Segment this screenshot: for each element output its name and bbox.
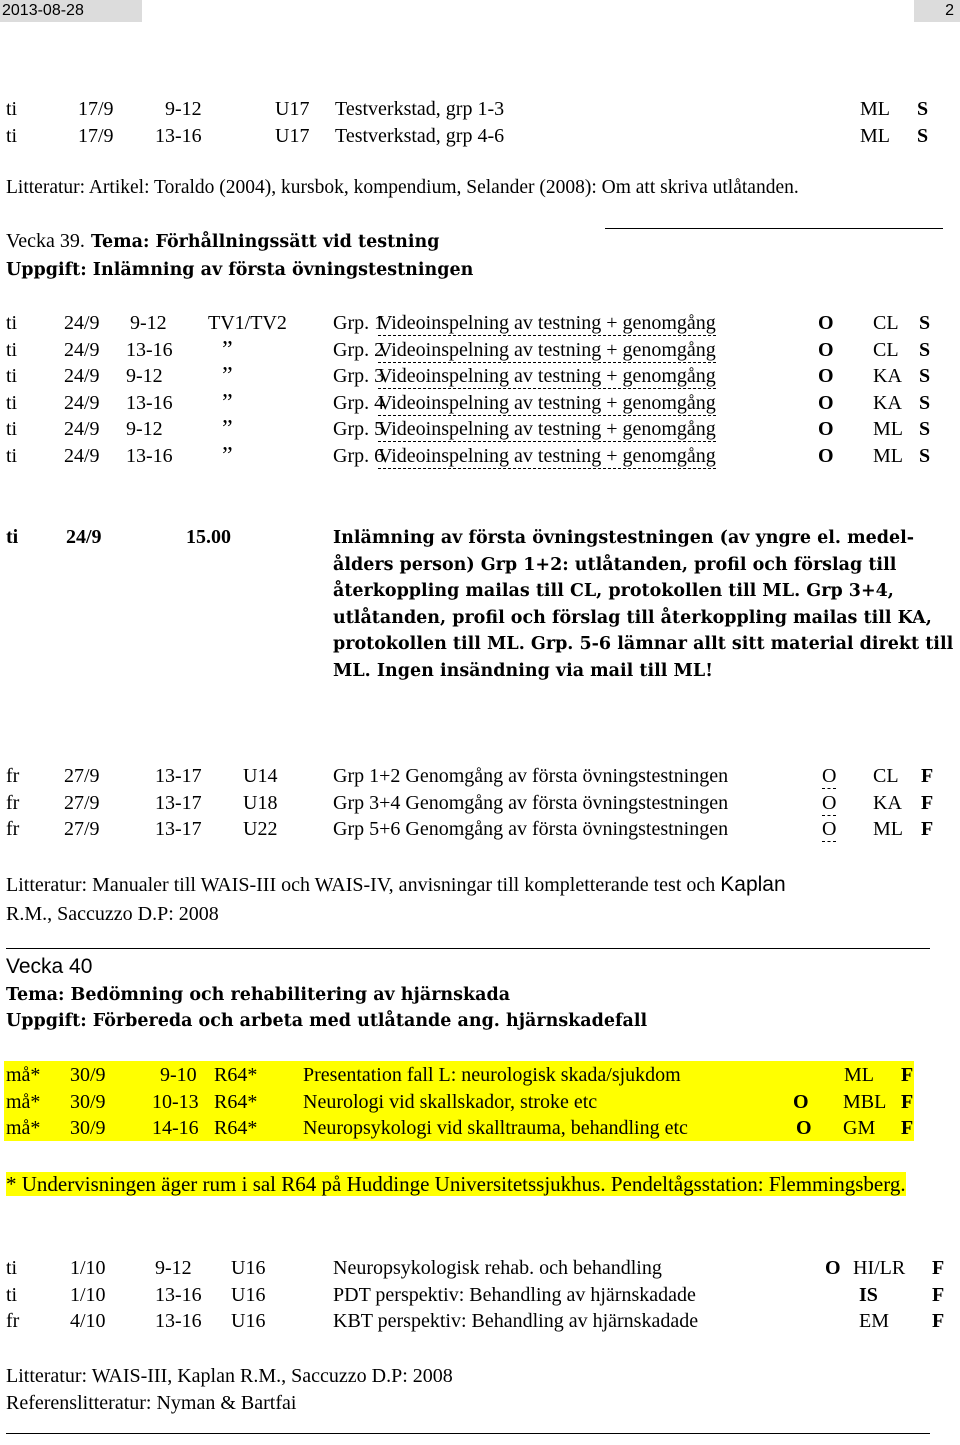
row-day: ti	[6, 1283, 18, 1306]
row-day: ti	[6, 125, 18, 147]
row-title: Testverkstad, grp 4-6	[335, 125, 505, 147]
row-date: 17/9	[78, 98, 114, 120]
row-o-marker: O	[822, 765, 837, 787]
row-time: 9-10	[160, 1064, 197, 1086]
row-title: Grp 1+2 Genomgång av första övningstestningen	[333, 765, 729, 787]
row-date: 24/9	[64, 391, 100, 414]
row-o-marker: O	[825, 1257, 841, 1279]
row-title: Videoinspelning av testning + genomgång	[378, 312, 716, 334]
row-room: U16	[231, 1257, 266, 1279]
row-o-marker: O	[822, 818, 837, 841]
row-time: 13-16	[126, 445, 173, 467]
week38-literature: Litteratur: Artikel: Toraldo (2004), kursbok, kompendium, Selander (2008): Om att skriva utlåtanden.	[6, 177, 799, 198]
row-o-marker: O	[822, 791, 837, 814]
row-code: F	[921, 818, 934, 841]
row-code: S	[919, 338, 931, 361]
row-code: F	[932, 1310, 945, 1333]
literature-text: Litteratur: Manualer till WAIS-III och WAIS-IV, anvisningar till kompletterande test och	[6, 874, 721, 896]
week40-literature: Litteratur: WAIS-III, Kaplan R.M., Saccuzzo D.P: 2008	[6, 1365, 453, 1387]
row-room: U17	[275, 125, 310, 147]
row-room: R64*	[214, 1090, 258, 1113]
week39-literature-cont: R.M., Saccuzzo D.P: 2008	[6, 903, 219, 925]
header-page-number: 2	[914, 0, 960, 22]
row-date: 24/9	[64, 338, 100, 361]
row-title: Neuropsykologisk rehab. och behandling	[333, 1257, 662, 1279]
row-o-marker: O	[818, 445, 834, 467]
row-room: ”	[222, 363, 233, 390]
row-date: 4/10	[70, 1310, 106, 1333]
row-code: S	[917, 98, 929, 120]
row-room: U14	[243, 765, 278, 787]
row-group: Grp. 5	[333, 418, 385, 441]
row-time: 9-12	[126, 365, 163, 388]
week40-theme: Tema: Bedömning och rehabilitering av hjärnskada	[6, 985, 511, 1005]
row-o-marker: O	[818, 312, 834, 334]
row-time: 13-16	[155, 1283, 202, 1306]
row-teacher: ML	[873, 445, 903, 467]
row-room: U17	[275, 98, 310, 120]
row-title: Grp 3+4 Genomgång av första övningstestningen	[333, 791, 729, 814]
row-date: 27/9	[64, 791, 100, 814]
section-divider	[605, 228, 943, 229]
row-teacher: KA	[873, 365, 902, 388]
row-teacher: ML	[873, 418, 903, 441]
week39-task: Uppgift: Inlämning av första övningstestningen	[6, 260, 474, 280]
section-divider	[6, 948, 930, 949]
row-room: U16	[231, 1310, 266, 1333]
row-teacher: IS	[859, 1283, 878, 1306]
row-o-marker: O	[796, 1117, 812, 1140]
row-teacher: ML	[860, 125, 890, 147]
row-day: ti	[6, 418, 18, 441]
row-day: fr	[6, 818, 20, 841]
row-code: S	[919, 312, 931, 334]
row-room: R64*	[214, 1064, 258, 1086]
row-o-marker: O	[793, 1090, 809, 1113]
row-day: ti	[6, 1257, 18, 1279]
note-text: * Undervisningen äger rum i sal R64 på Huddinge Universitetssjukhus. Pendeltågsstation: Flemmingsberg.	[6, 1172, 906, 1196]
row-teacher: ML	[873, 818, 903, 841]
row-teacher: ML	[860, 98, 890, 120]
submission-text: Inlämning av första övningstestningen (av yngre el. medel-ålders person) Grp 1+2: utlåtanden, profil och förslag till återkoppling mailas till CL, protokollen till ML. Grp 3+4, utlåtanden, profil och förslag till återkoppling mailas till KA, protokollen till ML. Grp. 5-6 lämnar allt sitt material direkt till ML. Ingen insändning via mail till ML!	[333, 528, 954, 681]
row-day: ti	[6, 98, 18, 120]
header-date: 2013-08-28	[0, 0, 142, 22]
row-room: U18	[243, 791, 278, 814]
row-teacher: CL	[873, 765, 899, 787]
row-time: 13-17	[155, 765, 202, 787]
submission-day: ti	[6, 526, 19, 548]
row-code: S	[919, 445, 931, 467]
week40-task: Uppgift: Förbereda och arbeta med utlåtande ang. hjärnskadefall	[6, 1011, 648, 1031]
row-teacher: CL	[873, 338, 899, 361]
week-theme: Tema: Förhållningssätt vid testning	[84, 232, 440, 252]
row-time: 10-13	[152, 1090, 199, 1113]
row-date: 24/9	[64, 418, 100, 441]
row-day: ti	[6, 365, 18, 388]
row-date: 24/9	[64, 445, 100, 467]
row-title: Videoinspelning av testning + genomgång	[378, 338, 716, 361]
row-teacher: EM	[859, 1310, 889, 1333]
row-date: 30/9	[70, 1117, 106, 1140]
week40-reference: Referenslitteratur: Nyman & Bartfai	[6, 1392, 297, 1414]
row-teacher: GM	[843, 1117, 876, 1140]
row-time: 13-17	[155, 791, 202, 814]
row-room: ”	[222, 336, 233, 363]
row-group: Grp. 1	[333, 312, 385, 334]
row-code: F	[901, 1090, 914, 1113]
row-day: ti	[6, 445, 18, 467]
row-code: F	[921, 791, 934, 814]
row-room: R64*	[214, 1117, 258, 1140]
row-time: 9-12	[165, 98, 202, 120]
row-title: Neuropsykologi vid skalltrauma, behandling etc	[303, 1117, 688, 1140]
week39-heading	[6, 229, 440, 254]
week40-note	[6, 1169, 936, 1200]
week39-literature	[6, 873, 786, 897]
row-title: KBT perspektiv: Behandling av hjärnskadade	[333, 1310, 699, 1333]
row-time: 13-16	[126, 391, 173, 414]
row-time: 9-12	[155, 1257, 192, 1279]
row-time: 14-16	[152, 1117, 199, 1140]
row-group: Grp. 6	[333, 445, 385, 467]
row-day: fr	[6, 765, 20, 787]
row-time: 9-12	[126, 418, 163, 441]
row-room: U22	[243, 818, 278, 841]
row-day: må*	[6, 1117, 41, 1140]
row-o-marker: O	[818, 338, 834, 361]
row-o-marker: O	[818, 365, 834, 388]
row-title: Testverkstad, grp 1-3	[335, 98, 505, 120]
row-title: Videoinspelning av testning + genomgång	[378, 365, 716, 388]
row-room: U16	[231, 1283, 266, 1306]
row-title: Videoinspelning av testning + genomgång	[378, 391, 716, 414]
row-time: 13-16	[155, 125, 202, 147]
row-date: 30/9	[70, 1090, 106, 1113]
row-code: F	[901, 1064, 914, 1086]
row-o-marker: O	[818, 391, 834, 414]
week40-heading: Vecka 40	[6, 955, 93, 978]
row-code: S	[919, 391, 931, 414]
row-title: Grp 5+6 Genomgång av första övningstestningen	[333, 818, 729, 841]
row-time: 13-16	[126, 338, 173, 361]
row-code: S	[919, 418, 931, 441]
row-time: 13-16	[155, 1310, 202, 1333]
row-teacher: KA	[873, 791, 902, 814]
row-teacher: CL	[873, 312, 899, 334]
submission-time: 15.00	[186, 526, 231, 548]
row-day: fr	[6, 1310, 20, 1333]
row-date: 1/10	[70, 1257, 106, 1279]
row-day: ti	[6, 338, 18, 361]
row-time: 9-12	[130, 312, 167, 334]
row-date: 17/9	[78, 125, 114, 147]
row-group: Grp. 2	[333, 338, 385, 361]
row-date: 24/9	[64, 312, 100, 334]
row-day: fr	[6, 791, 20, 814]
section-divider	[6, 1433, 930, 1434]
row-code: F	[901, 1117, 914, 1140]
row-day: må*	[6, 1064, 41, 1086]
row-room: ”	[222, 389, 233, 416]
row-title: Presentation fall L: neurologisk skada/sjukdom	[303, 1064, 681, 1086]
row-teacher: MBL	[843, 1090, 887, 1113]
row-code: F	[921, 765, 934, 787]
literature-author: Kaplan	[720, 873, 786, 896]
row-code: F	[932, 1283, 945, 1306]
row-code: S	[917, 125, 929, 147]
row-date: 30/9	[70, 1064, 106, 1086]
row-teacher: HI/LR	[853, 1257, 906, 1279]
row-code: S	[919, 365, 931, 388]
row-code: F	[932, 1257, 945, 1279]
row-o-marker: O	[818, 418, 834, 441]
row-group: Grp. 4	[333, 391, 385, 414]
row-title: Videoinspelning av testning + genomgång	[378, 418, 716, 441]
row-date: 1/10	[70, 1283, 106, 1306]
row-room: ”	[222, 443, 233, 469]
row-date: 27/9	[64, 818, 100, 841]
row-date: 24/9	[64, 365, 100, 388]
row-day: ti	[6, 391, 18, 414]
submission-date: 24/9	[66, 526, 102, 548]
row-day: ti	[6, 312, 18, 334]
row-title: Videoinspelning av testning + genomgång	[378, 445, 716, 467]
row-day: må*	[6, 1090, 41, 1113]
row-group: Grp. 3	[333, 365, 385, 388]
week-number: Vecka 39.	[6, 230, 85, 252]
row-title: PDT perspektiv: Behandling av hjärnskadade	[333, 1283, 696, 1306]
row-date: 27/9	[64, 765, 100, 787]
row-room: ”	[222, 416, 233, 443]
row-teacher: ML	[844, 1064, 874, 1086]
row-time: 13-17	[155, 818, 202, 841]
row-title: Neurologi vid skallskador, stroke etc	[303, 1090, 598, 1113]
row-teacher: KA	[873, 391, 902, 414]
row-room: TV1/TV2	[208, 312, 287, 334]
